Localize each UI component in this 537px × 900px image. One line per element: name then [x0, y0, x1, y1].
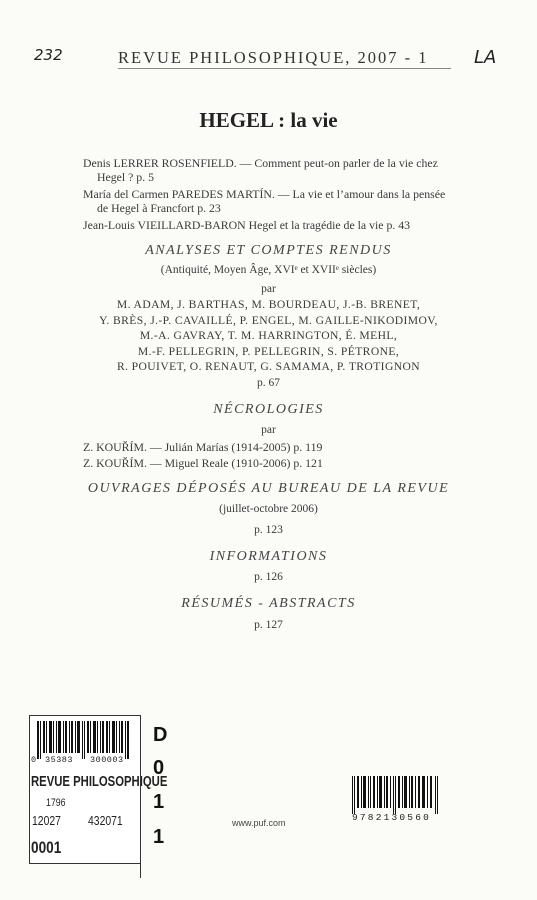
label-journal-name: REVUE PHILOSOPHIQUE [31, 774, 168, 790]
label-code-432071: 432071 [88, 813, 123, 828]
reviewer-line: Y. BRÈS, J.-P. CAVAILLÉ, P. ENGEL, M. GAILLE-NIKODIMOV, [99, 313, 438, 327]
side-code-char: D [153, 724, 168, 746]
label-barcode [37, 721, 133, 759]
handwritten-page-number: 232 [34, 46, 63, 64]
label-code-1796: 1796 [46, 797, 66, 809]
side-code-column [140, 718, 172, 878]
header-rule [118, 68, 451, 69]
label-code-0001: 0001 [31, 838, 62, 857]
reviewer-names [0, 297, 537, 375]
reviewer-line: M.-F. PELLEGRIN, P. PELLEGRIN, S. PÉTRONE, [137, 344, 400, 358]
ouvrages-page: p. 123 [254, 524, 283, 536]
reviewer-line: M.-A. GAVRAY, T. M. HARRINGTON, É. MEHL, [139, 329, 398, 342]
analyses-heading: ANALYSES ET COMPTES RENDUS [145, 243, 392, 258]
informations-page: p. 126 [254, 571, 283, 583]
isbn-barcode [352, 776, 440, 814]
necrologies-heading: NÉCROLOGIES [213, 402, 324, 417]
journal-header: REVUE PHILOSOPHIQUE, 2007 - 1 [118, 48, 429, 67]
label-code-12027: 12027 [32, 813, 61, 828]
ouvrages-subtitle: (juillet-octobre 2006) [219, 503, 318, 515]
side-code-char: 1 [153, 826, 165, 848]
label-barcode-digit-left: 0 [31, 755, 37, 765]
label-barcode-digits-mid: 35383 [45, 755, 74, 765]
toc-entry-2-line2: de Hegel à Francfort p. 23 [97, 201, 221, 215]
analyses-page: p. 67 [257, 377, 280, 389]
side-code-char: 1 [153, 791, 165, 813]
side-code-char: 0 [153, 757, 165, 779]
publisher-url: www.puf.com [232, 818, 286, 828]
handwritten-initials: LA [474, 47, 497, 68]
toc-entry-1-line1: Denis LERRER ROSENFIELD. — Comment peut-on parler de la vie chez [83, 156, 438, 170]
necrology-entry-1: Z. KOUŘÍM. — Julián Marías (1914-2005) p. 119 [83, 440, 323, 454]
toc-entry-2-line1: María del Carmen PAREDES MARTÍN. — La vie et l’amour dans la pensée [83, 187, 446, 201]
toc-entry-1-line2: Hegel ? p. 5 [97, 170, 154, 184]
necrologies-par: par [261, 424, 276, 436]
necrology-entry-2: Z. KOUŘÍM. — Miguel Reale (1910-2006) p. 121 [83, 456, 323, 470]
analyses-par: par [261, 283, 276, 295]
informations-heading: INFORMATIONS [209, 549, 328, 564]
label-barcode-digits-right: 300003 [90, 755, 124, 765]
resumes-heading: RÉSUMÉS - ABSTRACTS [181, 596, 356, 611]
toc-entry-3: Jean-Louis VIEILLARD-BARON Hegel et la tragédie de la vie p. 43 [83, 218, 411, 232]
issue-title: HEGEL : la vie [199, 108, 338, 132]
reviewer-line: R. POUIVET, O. RENAUT, G. SAMAMA, P. TROTIGNON [116, 360, 421, 373]
resumes-page: p. 127 [254, 619, 283, 631]
reviewer-line: M. ADAM, J. BARTHAS, M. BOURDEAU, J.-B. BRENET, [116, 298, 421, 311]
isbn-digits: 9782130560 [352, 812, 432, 823]
ouvrages-heading: OUVRAGES DÉPOSÉS AU BUREAU DE LA REVUE [87, 481, 450, 496]
analyses-subtitle: (Antiquité, Moyen Âge, XVIᵉ et XVIIᵉ siècles) [160, 264, 377, 276]
